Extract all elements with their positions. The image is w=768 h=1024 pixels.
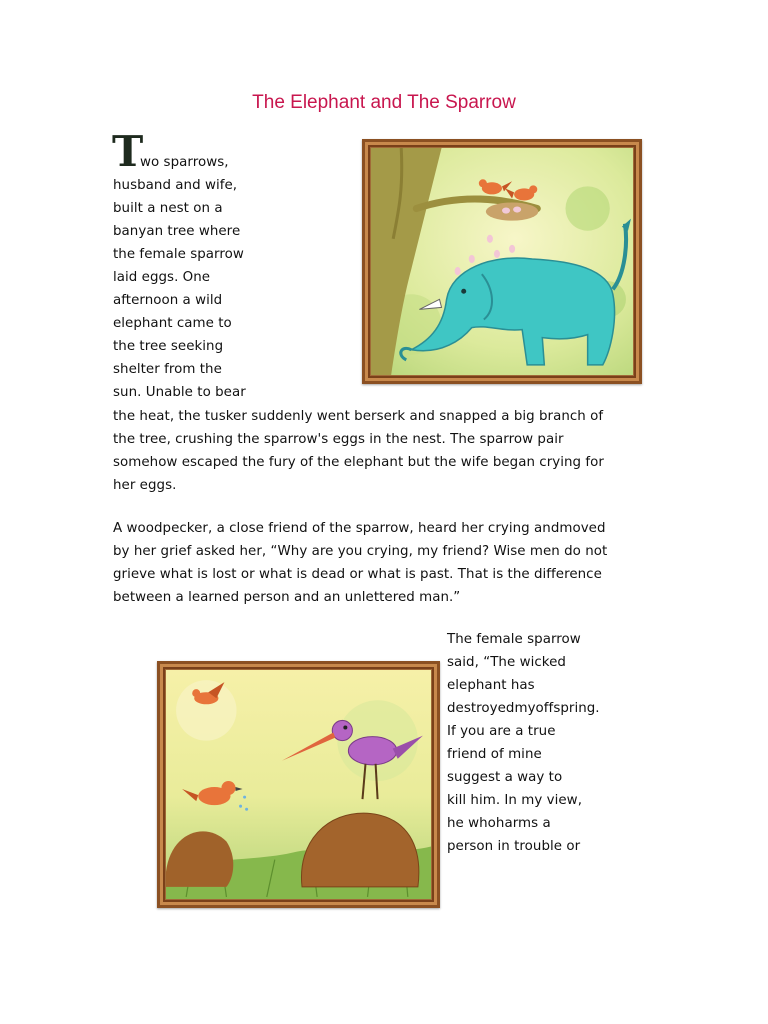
text-line: between a learned person and an unlettered man.” xyxy=(113,590,461,605)
text-line: by her grief asked her, “Why are you crying, my friend? Wise men do not xyxy=(113,544,608,559)
text-line: the heat, the tusker suddenly went berserk and snapped a big branch of xyxy=(113,409,604,424)
text-line: destroyedmyoffspring. xyxy=(447,701,600,716)
text-line: he whoharms a xyxy=(447,816,551,831)
text-line: shelter from the xyxy=(113,362,222,377)
text-line: husband and wife, xyxy=(113,178,238,193)
text-line: wo sparrows, xyxy=(140,155,229,170)
text-line: person in trouble or xyxy=(447,839,581,854)
text-line: her eggs. xyxy=(113,478,177,493)
page-title: The Elephant and The Sparrow xyxy=(252,92,516,113)
text-line: elephant came to xyxy=(113,316,232,331)
text-line: built a nest on a xyxy=(113,201,223,216)
woodpecker-illustration-frame xyxy=(157,661,440,908)
text-line: laid eggs. One xyxy=(113,270,211,285)
text-line: suggest a way to xyxy=(447,770,563,785)
text-line: afternoon a wild xyxy=(113,293,223,308)
drop-cap: T xyxy=(112,127,144,176)
text-line: the tree, crushing the sparrow's eggs in the nest. The sparrow pair xyxy=(113,432,564,447)
text-line: grieve what is lost or what is dead or what is past. That is the difference xyxy=(113,567,602,582)
text-line: said, “The wicked xyxy=(447,655,566,670)
text-line: kill him. In my view, xyxy=(447,793,582,808)
text-line: sun. Unable to bear xyxy=(113,385,246,400)
text-line: If you are a true xyxy=(447,724,556,739)
text-line: banyan tree where xyxy=(113,224,241,239)
text-line: the female sparrow xyxy=(113,247,244,262)
text-line: friend of mine xyxy=(447,747,542,762)
text-line: somehow escaped the fury of the elephant but the wife began crying for xyxy=(113,455,604,470)
text-line: A woodpecker, a close friend of the sparrow, heard her crying andmoved xyxy=(113,521,606,536)
text-line: elephant has xyxy=(447,678,535,693)
elephant-under-tree-image xyxy=(371,148,633,375)
text-line: The female sparrow xyxy=(447,632,581,647)
elephant-illustration-frame xyxy=(362,139,642,384)
text-line: the tree seeking xyxy=(113,339,224,354)
woodpecker-and-sparrow-image xyxy=(166,670,431,899)
